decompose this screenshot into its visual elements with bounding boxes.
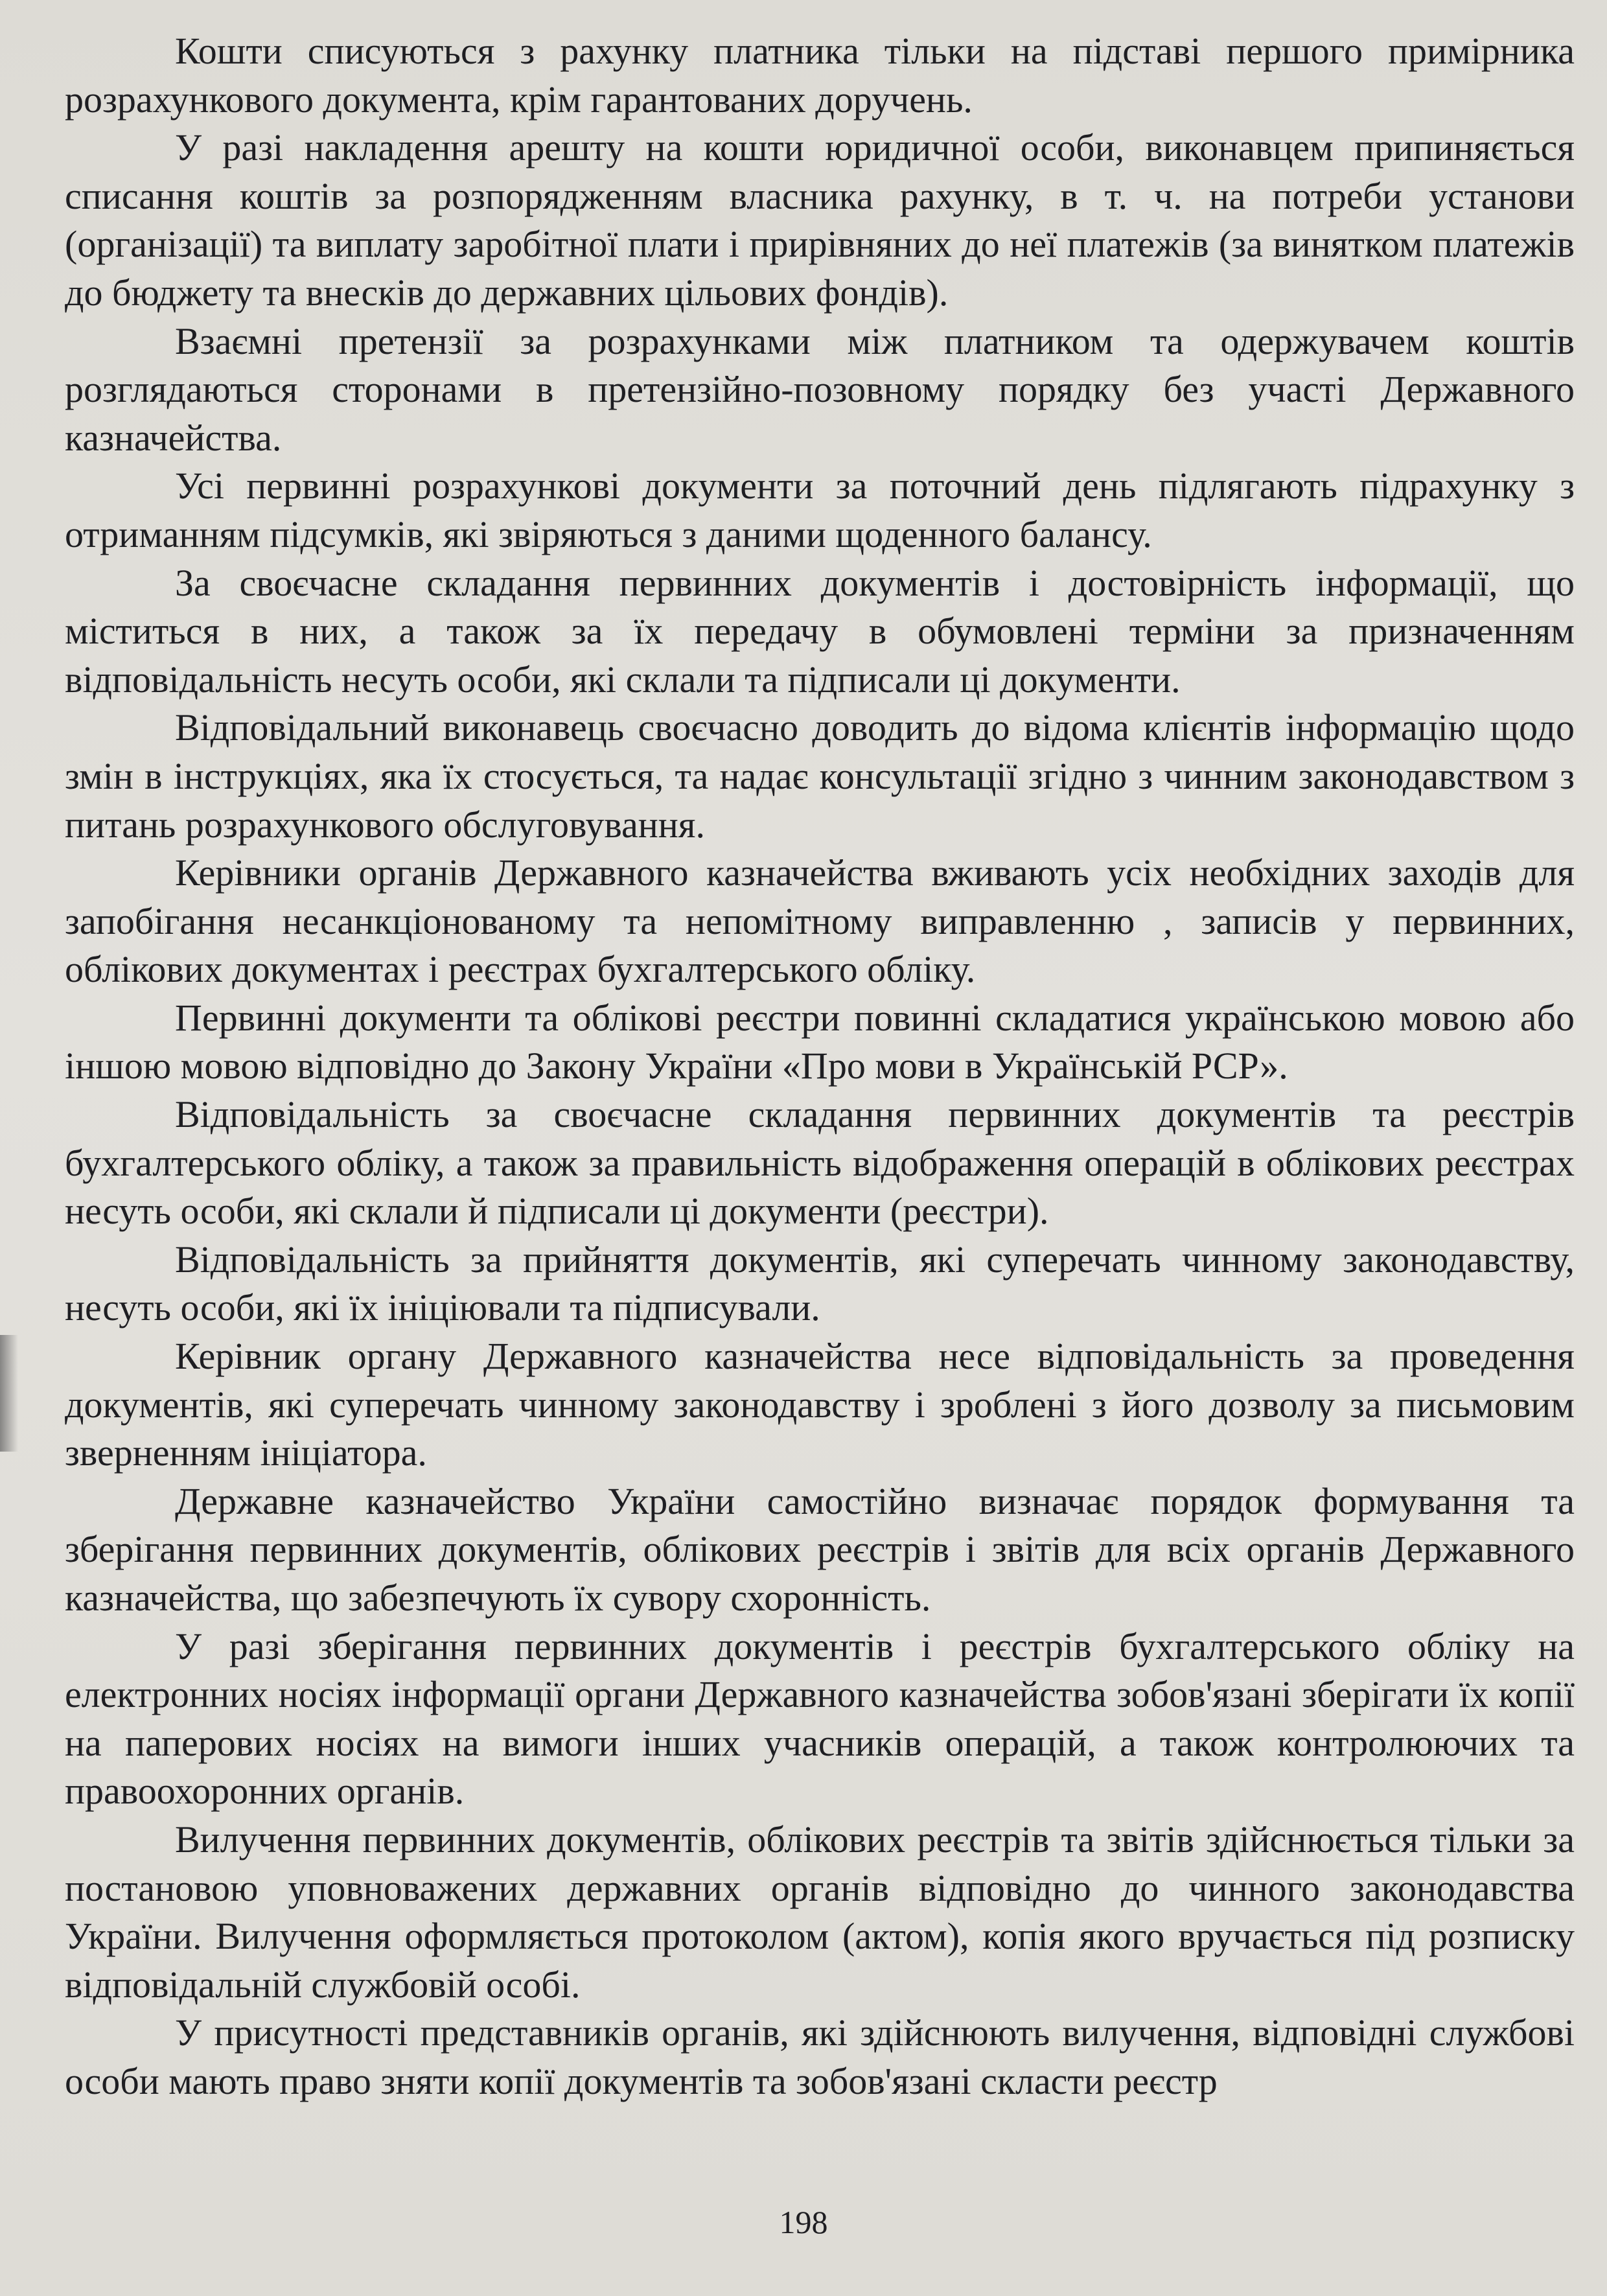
paragraph: Вилучення первинних документів, облікових реєстрів та звітів здійснюється тільки за постановою уповноважених державних органів відповідно до чинного законодавства України. Вилучення оформляється протоколом (актом), копія якого вручається під розписку відповідальній службовій особі. xyxy=(65,1818,1575,2006)
paragraph: У присутності представників органів, які здійснюють вилучення, відповідні службові особи мають право зняти копії документів та зобов'язані скласти реєстр xyxy=(65,2012,1575,2102)
paragraph: Взаємні претензії за розрахунками між платником та одержувачем коштів розглядаються сторонами в претензійно-позовному порядку без участі Державного казначейства. xyxy=(65,319,1575,459)
binding-shadow xyxy=(0,1335,18,1452)
paragraph: У разі зберігання первинних документів і реєстрів бухгалтерського обліку на електронних носіях інформації органи Державного казначейства зобов'язані зберігати їх копії на паперових носіях на вимоги інших учасників операцій, а також контролюючих та правоохоронних органів. xyxy=(65,1625,1575,1813)
paragraph: Державне казначейство України самостійно визначає порядок формування та зберігання первинних документів, облікових реєстрів і звітів для всіх органів Державного казначейства, що забезпечують їх сувору схоронність. xyxy=(65,1479,1575,1619)
paragraph: Відповідальність за прийняття документів, які суперечать чинному законодавству, несуть особи, які їх ініціювали та підписували. xyxy=(65,1238,1575,1329)
body-text xyxy=(65,26,1575,2106)
paragraph: Усі первинні розрахункові документи за поточний день підлягають підрахунку з отриманням підсумків, які звіряються з даними щоденного балансу. xyxy=(65,465,1575,555)
paragraph: Відповідальність за своєчасне складання первинних документів та реєстрів бухгалтерського обліку, а також за правильність відображення операцій в облікових реєстрах несуть особи, які склали й підписали ці документи (реєстри). xyxy=(65,1093,1575,1233)
paragraph: Керівник органу Державного казначейства несе відповідальність за проведення документів, які суперечать чинному законодавству і зроблені з його дозволу за письмовим зверненням ініціатора. xyxy=(65,1335,1575,1474)
paragraph: Відповідальний виконавець своєчасно доводить до відома клієнтів інформацію щодо змін в інструкціях, яка їх стосується, та надає консультації згідно з чинним законодавством з питань розрахункового обслуговування. xyxy=(65,706,1575,846)
paragraph: У разі накладення арешту на кошти юридичної особи, виконавцем припиняється списання коштів за розпорядженням власника рахунку, в т. ч. на потреби установи (організації) та виплату заробітної плати і прирівняних до неї платежів (за винятком платежів до бюджету та внесків до державних цільових фондів). xyxy=(65,126,1575,314)
page-number: 198 xyxy=(779,2204,828,2240)
paragraph: За своєчасне складання первинних документів і достовірність інформації, що міститься в них, а також за їх передачу в обумовлені терміни за призначенням відповідальність несуть особи, які склали та підписали ці документи. xyxy=(65,561,1575,701)
paragraph: Первинні документи та облікові реєстри повинні складатися українською мовою або іншою мовою відповідно до Закону України «Про мови в Українській РСР». xyxy=(65,996,1575,1087)
paragraph: Кошти списуються з рахунку платника тільки на підставі першого примірника розрахункового документа, крім гарантованих доручень. xyxy=(65,30,1575,121)
paragraph: Керівники органів Державного казначейства вживають усіх необхідних заходів для запобігання несанкціонованому та непомітному виправленню , записів у первинних, облікових документах і реєстрах бухгалтерського обліку. xyxy=(65,852,1575,991)
